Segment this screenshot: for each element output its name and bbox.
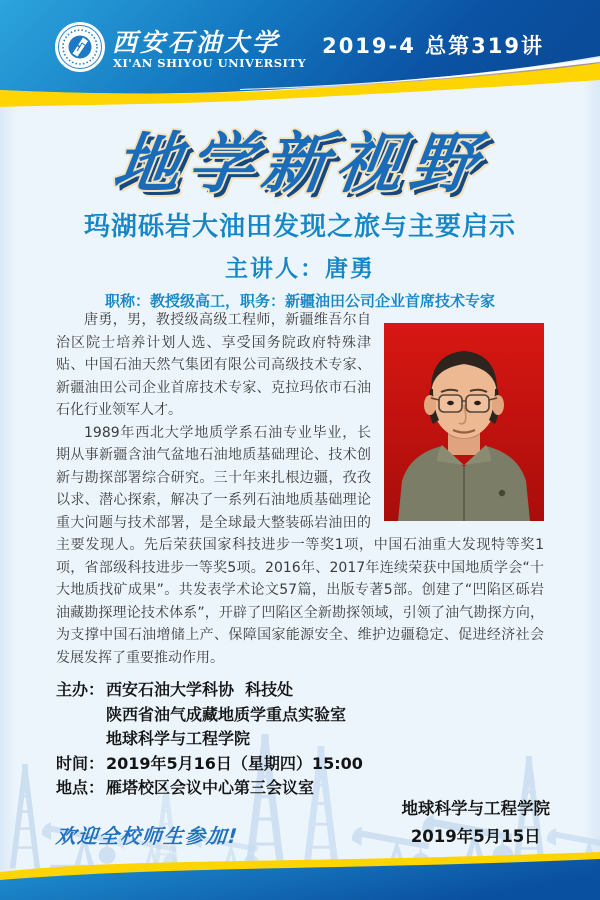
bio-paragraph-1: 唐勇，男，教授级高级工程师，新疆维吾尔自治区院士培养计划人选、享受国务院政府特殊津贴、中国石油天然气集团有限公司高级技术专家、新疆油田公司企业首席技术专家、克拉玛依市石油石化行业领军人才。 (56, 312, 371, 418)
detail-value: 雁塔校区会议中心第三会议室 (106, 778, 315, 797)
speaker-credentials-line: 职称：教授级高工，职务：新疆油田公司企业首席技术专家 (104, 292, 495, 310)
detail-value: 西安石油大学科协 科技处 (106, 680, 294, 699)
detail-row-place (56, 776, 363, 801)
detail-value: 2019年5月16日（星期四）15:00 (106, 753, 363, 773)
detail-row-organizer-3 (56, 727, 363, 752)
footer-wave (0, 850, 600, 900)
lecture-series-title: 地学新视野 (108, 125, 490, 202)
lecture-topic: 玛湖砾岩大油田发现之旅与主要启示 (83, 212, 516, 242)
signature-date: 2019年5月15日 (410, 827, 541, 846)
university-seal-icon (54, 21, 106, 73)
lecture-issue-number: 2019-4 总第319讲 (322, 34, 544, 58)
speaker-photo (384, 323, 544, 521)
speaker-portrait-image (384, 323, 544, 521)
detail-value: 陕西省油气成藏地质学重点实验室 (106, 704, 347, 724)
event-details (56, 678, 363, 801)
bio-paragraph-2: 1989年西北大学地质学系石油专业毕业，长期从事新疆含油气盆地石油地质基础理论、技术创新与勘探部署综合研究。三十年来扎根边疆，孜孜以求、潜心探索，解决了一系列石油地质基础理论重大问题与技术部署，是全球最大整装砾岩油田的主要发现人。先后荣获国家科技进步一等奖1项，中国石油重大发现特等奖1项，省部级科技进步一等奖5项。2016年、2017年连续荣获中国地质学会“十大地质找矿成果”。共发表学术论文57篇，出版专著5部。创建了“凹陷区砾岩油藏勘探理论技术体系”，开辟了凹陷区全新勘探领域，引领了油气勘探方向，为支撑中国石油增储上产、保障国家能源安全、维护边疆稳定、促进经济社会发展发挥了重要推动作用。 (56, 424, 544, 666)
welcome-message: 欢迎全校师生参加! (54, 824, 240, 848)
detail-label: 地点： (56, 778, 105, 797)
detail-label: 主办： (56, 680, 105, 699)
detail-row-organizer (56, 678, 363, 703)
speaker-biography (56, 309, 544, 669)
poster-header (0, 0, 600, 120)
university-name-chinese: 西安石油大学 (112, 28, 281, 57)
speaker-name-line: 主讲人：唐勇 (225, 256, 375, 282)
detail-value: 地球科学与工程学院 (106, 729, 251, 748)
detail-row-organizer-2 (56, 703, 363, 728)
detail-label (56, 727, 106, 752)
detail-row-time (56, 752, 363, 777)
university-name-english: XI'AN SHIYOU UNIVERSITY (113, 56, 307, 70)
detail-label (56, 703, 106, 728)
signature-block (402, 795, 551, 851)
signature-department: 地球科学与工程学院 (401, 799, 550, 818)
detail-label: 时间： (56, 753, 105, 773)
